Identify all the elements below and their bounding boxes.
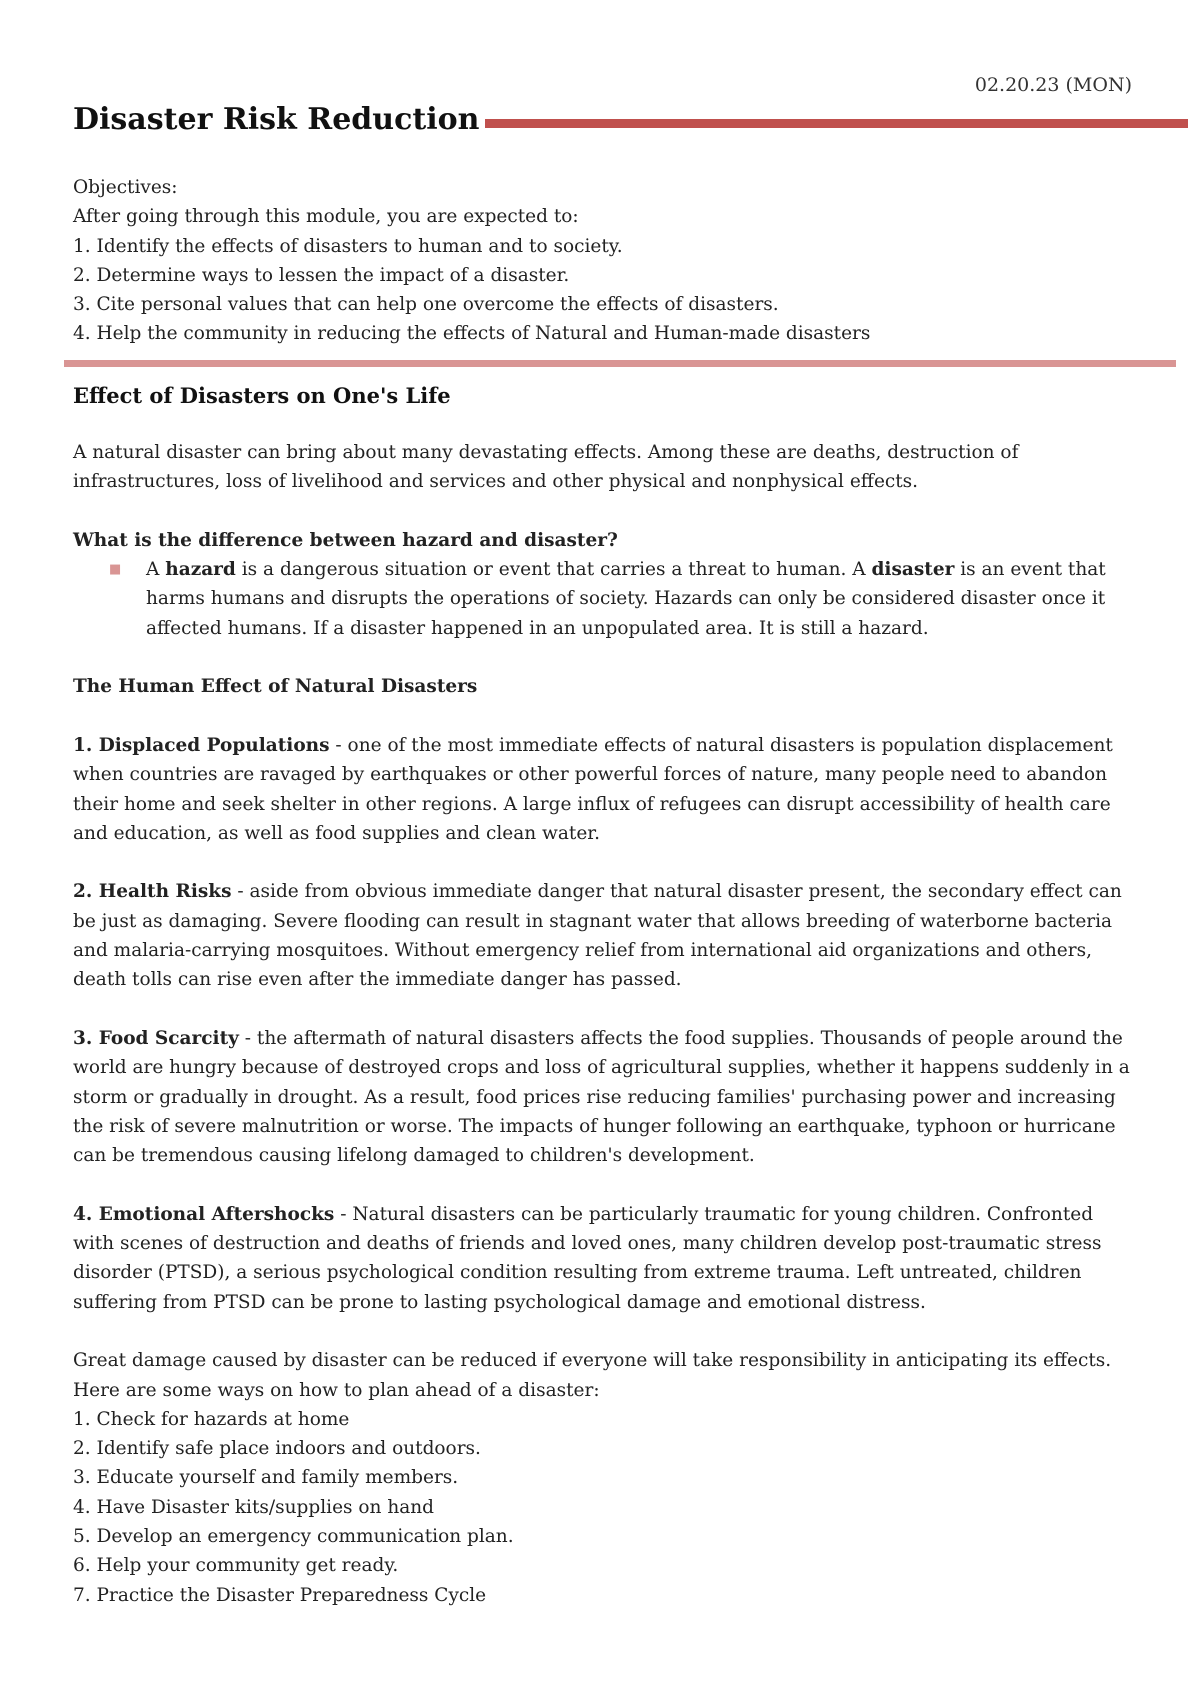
plan-item: 7. Practice the Disaster Preparedness Cycle: [73, 1584, 487, 1606]
section-intro: A natural disaster can bring about many devastating effects. Among these are deaths, destruction of infrastructures, loss of livelihood and services and other physical and nonphysical effects.: [73, 442, 1019, 493]
definition-text: A hazard is a dangerous situation or event that carries a threat to human. A disaster is an event that harms humans and disrupts the operations of society. Hazards can only be considered disaster once it affected humans. If a disaster happened in an unpopulated area. It is still a hazard.: [146, 559, 1106, 639]
effect-paragraph: [73, 877, 1133, 994]
title-row: [73, 102, 1188, 137]
objective-item: 1. Identify the effects of disasters to human and to society.: [73, 235, 623, 257]
document-date: 02.20.23 (MON): [974, 74, 1132, 96]
plan-item: 6. Help your community get ready.: [73, 1555, 399, 1577]
plan-item: 4. Have Disaster kits/supplies on hand: [73, 1496, 435, 1518]
objective-item: 3. Cite personal values that can help one overcome the effects of disasters.: [73, 294, 779, 316]
plan-item: 2. Identify safe place indoors and outdoors.: [73, 1438, 481, 1460]
objectives-block: [73, 173, 1133, 349]
effect-text: - Natural disasters can be particularly traumatic for young children. Confronted with scenes of destruction and deaths of friends and loved ones, many children develop post-traumatic stress disorder (PTSD), a serious psychological condition resulting from extreme trauma. Left untreated, children suffering from PTSD can be prone to lasting psychological damage and emotional distress.: [73, 1203, 1102, 1313]
effect-title: 1. Displaced Populations: [73, 734, 330, 756]
objectives-intro: After going through this module, you are expected to:: [73, 206, 579, 228]
definition-bullet: [73, 555, 1133, 643]
plan-list: [73, 1405, 1133, 1610]
term-disaster: disaster: [871, 559, 955, 581]
effect-paragraph: [73, 731, 1133, 848]
closing-text: Great damage caused by disaster can be reduced if everyone will take responsibility in anticipating its effects.: [73, 1350, 1112, 1372]
plan-item: 5. Develop an emergency communication plan.: [73, 1525, 514, 1547]
subheading: The Human Effect of Natural Disasters: [73, 676, 478, 698]
question-heading: What is the difference between hazard and disaster?: [73, 529, 618, 551]
effect-text: - the aftermath of natural disasters affects the food supplies. Thousands of people around the world are hungry because of destroyed crops and loss of agricultural supplies, whether it happens suddenly in a storm or gradually in drought. As a result, food prices rise reducing families' purchasing power and increasing the risk of severe malnutrition or worse. The impacts of hunger following an earthquake, typhoon or hurricane can be tremendous causing lifelong damaged to children's development.: [73, 1027, 1130, 1167]
title-accent-rule: [485, 119, 1188, 128]
plan-item: 3. Educate yourself and family members.: [73, 1467, 459, 1489]
objectives-list: [73, 232, 1133, 349]
bullet-square-icon: ■: [109, 562, 122, 578]
objectives-label: Objectives:: [73, 177, 178, 198]
effect-text: - one of the most immediate effects of natural disasters is population displacement when countries are ravaged by earthquakes or other powerful forces of nature, many people need to abandon their home and seek shelter in other regions. A large influx of refugees can disrupt accessibility of health care and education, as well as food supplies and clean water.: [73, 734, 1113, 844]
effect-paragraph: [73, 1200, 1133, 1317]
effects-section: [73, 380, 1133, 1610]
objective-item: 4. Help the community in reducing the effects of Natural and Human-made disasters: [73, 323, 871, 345]
effect-title: 4. Emotional Aftershocks: [73, 1203, 335, 1225]
effect-text: - aside from obvious immediate danger that natural disaster present, the secondary effect can be just as damaging. Severe flooding can result in stagnant water that allows breeding of waterborne bacteria and malaria-carrying mosquitoes. Without emergency relief from international aid organizations and others, death tolls can rise even after the immediate danger has passed.: [73, 881, 1122, 991]
page-title: Disaster Risk Reduction: [73, 102, 480, 137]
section-divider: [64, 360, 1176, 367]
section-heading: Effect of Disasters on One's Life: [73, 383, 451, 408]
plan-item: 1. Check for hazards at home: [73, 1408, 350, 1430]
effect-title: 2. Health Risks: [73, 881, 232, 903]
objective-item: 2. Determine ways to lessen the impact of a disaster.: [73, 264, 570, 286]
term-hazard: hazard: [165, 559, 236, 581]
plan-intro: Here are some ways on how to plan ahead of a disaster:: [73, 1379, 600, 1401]
effect-paragraph: [73, 1024, 1133, 1170]
effect-title: 3. Food Scarcity: [73, 1027, 239, 1049]
